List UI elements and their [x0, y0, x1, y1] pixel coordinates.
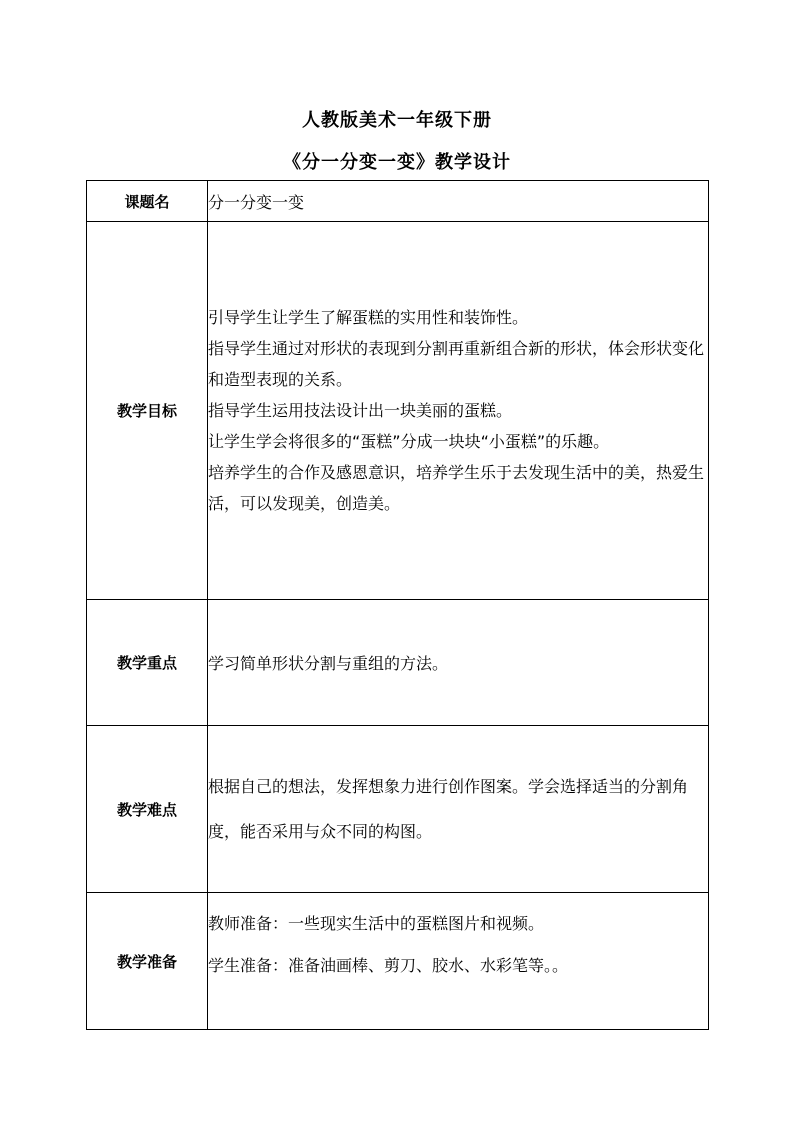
goals-label: 教学目标: [87, 222, 208, 600]
table-row-difficulty: [87, 726, 709, 893]
goal-item: 指导学生运用技法设计出一块美丽的蛋糕。: [208, 401, 513, 420]
document-title: 人教版美术一年级下册: [302, 110, 492, 131]
goal-item: 培养学生的合作及感恩意识，培养学生乐于去发现生活中的美，热爱生活，可以发现美，创造美。: [208, 463, 705, 513]
goals-content: [208, 222, 709, 600]
topic-label: 课题名: [87, 181, 208, 222]
table-row-goals: [87, 222, 709, 600]
focus-value: 学习简单形状分割与重组的方法。: [208, 600, 709, 726]
preparation-item: 教师准备：一些现实生活中的蛋糕图片和视频。: [208, 914, 545, 933]
topic-value: 分一分变一变: [208, 181, 709, 222]
lesson-plan-table: [86, 180, 709, 1030]
goal-item: 指导学生通过对形状的表现到分割再重新组合新的形状，体会形状变化和造型表现的关系。: [208, 339, 705, 389]
table-row-preparation: [87, 893, 709, 1030]
focus-label: 教学重点: [87, 600, 208, 726]
goal-item: 让学生学会将很多的“蛋糕”分成一块块“小蛋糕”的乐趣。: [208, 432, 610, 451]
goal-item: 引导学生让学生了解蛋糕的实用性和装饰性。: [208, 308, 529, 327]
difficulty-content: [208, 726, 709, 893]
table-row-focus: [87, 600, 709, 726]
preparation-content: [208, 893, 709, 1030]
difficulty-value: 根据自己的想法，发挥想象力进行创作图案。学会选择适当的分割角度，能否采用与众不同的构图。: [208, 777, 689, 841]
table-row-topic: [87, 181, 709, 222]
document-subtitle: 《分一分变一变》教学设计: [283, 152, 511, 173]
preparation-label: 教学准备: [87, 893, 208, 1030]
preparation-item: 学生准备：准备油画棒、剪刀、胶水、水彩笔等。。: [208, 956, 569, 975]
difficulty-label: 教学难点: [87, 726, 208, 893]
